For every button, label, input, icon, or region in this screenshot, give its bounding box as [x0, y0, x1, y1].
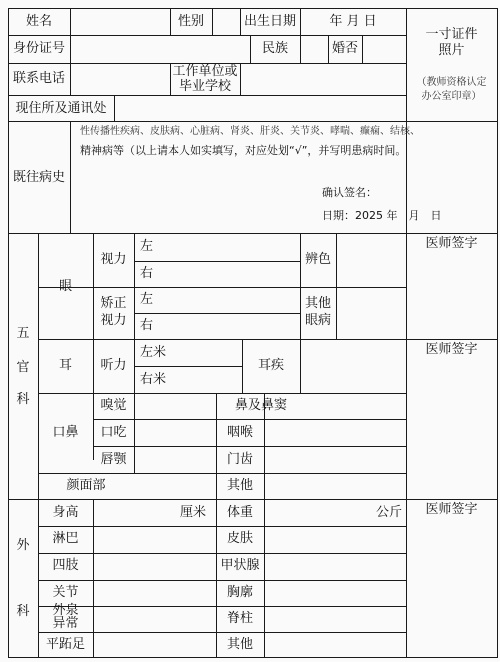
name-label: 姓名	[25, 14, 52, 29]
history-diseases-line: 性传播性疾病、皮肤病、心脏病、肾炎、肝炎、关节炎、哮喘、癫痫、结核、	[80, 126, 420, 137]
corrected-left-label: 左	[140, 292, 154, 307]
grid-line	[38, 339, 497, 340]
grid-line	[300, 339, 301, 394]
grid-line	[134, 261, 300, 262]
vision-left-label: 左	[140, 239, 154, 254]
vision-right-label: 右	[140, 266, 154, 281]
grid-line	[8, 499, 497, 500]
grid-line	[336, 233, 337, 340]
birth-date-label: 出生日期	[243, 14, 296, 29]
id-number-label: 身份证号	[12, 41, 65, 56]
grid-line	[240, 63, 241, 96]
grid-line	[134, 366, 242, 367]
other-eye-label: 其他	[304, 296, 331, 311]
dept-waike-char: 外	[16, 538, 30, 553]
grid-line	[70, 121, 71, 234]
grid-line	[264, 499, 265, 658]
grid-line	[114, 95, 115, 122]
hearing-label: 听力	[100, 358, 127, 373]
skin-label: 皮肤	[226, 531, 253, 546]
vision-label: 视力	[100, 252, 127, 267]
grid-line	[362, 35, 363, 64]
hearing-left-label: 左米	[140, 345, 167, 360]
grid-line	[93, 446, 406, 447]
birth-date-format: 年 月 日	[329, 14, 377, 29]
genital-label-2: 异常	[52, 616, 79, 631]
smell-label: 嗅觉	[100, 398, 127, 413]
corrected-right-label: 右	[140, 318, 154, 333]
photo-label-2: 照片	[438, 43, 465, 58]
grid-line	[70, 8, 71, 96]
ethnicity-label: 民族	[261, 41, 288, 56]
dept-waike-char: 科	[16, 604, 30, 619]
chest-label: 胸廓	[226, 585, 253, 600]
corrected-vision-label-2: 视力	[100, 313, 127, 328]
other-label: 其他	[226, 637, 253, 652]
photo-stamp-note-2: 办公室印章）	[421, 91, 482, 102]
marital-label: 婚否	[331, 41, 358, 56]
ear-label: 耳	[58, 358, 72, 373]
hearing-right-label: 右米	[140, 372, 167, 387]
other-label: 其他	[226, 478, 253, 493]
thyroid-label: 甲状腺	[220, 558, 260, 573]
genital-label: 外泉	[52, 603, 79, 618]
grid-line	[8, 35, 406, 36]
dept-wuguan-char: 五	[16, 326, 30, 341]
eye-label: 眼	[58, 279, 72, 294]
grid-line	[216, 499, 217, 658]
flatfoot-label: 平跖足	[45, 637, 85, 652]
grid-line	[212, 8, 213, 36]
history-label: 既往病史	[12, 170, 65, 185]
grid-line	[8, 8, 497, 9]
grid-line	[134, 313, 300, 314]
joints-label: 关节	[52, 585, 79, 600]
other-eye-label-2: 眼病	[304, 313, 331, 328]
stutter-label: 口吃	[100, 425, 127, 440]
gender-label: 性别	[177, 14, 204, 29]
color-vision-label: 辨色	[304, 252, 331, 267]
throat-label: 咽喉	[226, 425, 253, 440]
history-date: 日期：2025 年 月 日	[322, 209, 442, 222]
dept-wuguan-char: 科	[16, 392, 30, 407]
grid-line	[8, 95, 406, 96]
grid-line	[93, 419, 406, 420]
phone-label: 联系电话	[12, 71, 65, 86]
height-label: 身高	[52, 505, 79, 520]
teeth-label: 门齿	[226, 452, 253, 467]
grid-line	[300, 35, 301, 64]
limbs-label: 四肢	[52, 558, 79, 573]
mouth-nose-label: 口鼻	[52, 425, 79, 440]
grid-line	[497, 8, 498, 658]
doctor-signature-label: 医师签字	[425, 502, 478, 517]
dept-wuguan-char: 官	[16, 360, 30, 375]
nose-sinus-label: 鼻及鼻窦	[234, 398, 287, 413]
photo-label: 一寸证件	[425, 27, 478, 42]
grid-line	[406, 8, 407, 658]
weight-label: 体重	[226, 505, 253, 520]
history-instruction: 精神病等（以上请本人如实填写，对应处划“√”，并写明患病时间。	[80, 144, 407, 157]
grid-line	[8, 121, 497, 122]
work-unit-label-2: 毕业学校	[178, 79, 231, 94]
grid-line	[134, 233, 135, 473]
photo-stamp-note: （教师资格认定	[416, 77, 487, 88]
corrected-vision-label: 矫正	[100, 296, 127, 311]
weight-unit: 公斤	[376, 505, 403, 520]
grid-line	[38, 473, 406, 474]
lip-palate-label: 唇颚	[100, 452, 127, 467]
lymph-label: 淋巴	[52, 531, 79, 546]
face-label: 颜面部	[66, 478, 106, 493]
doctor-signature-label: 医师签字	[425, 236, 478, 251]
ear-disease-label: 耳疾	[257, 358, 284, 373]
work-unit-label: 工作单位或	[172, 64, 238, 79]
grid-line	[8, 657, 497, 658]
address-label: 现住所及通讯处	[15, 101, 107, 116]
spine-label: 脊柱	[226, 611, 253, 626]
grid-line	[93, 499, 94, 658]
confirm-signature-label: 确认签名：	[322, 186, 377, 199]
doctor-signature-label: 医师签字	[425, 342, 478, 357]
height-unit: 厘米	[180, 505, 207, 520]
grid-line	[8, 233, 497, 234]
